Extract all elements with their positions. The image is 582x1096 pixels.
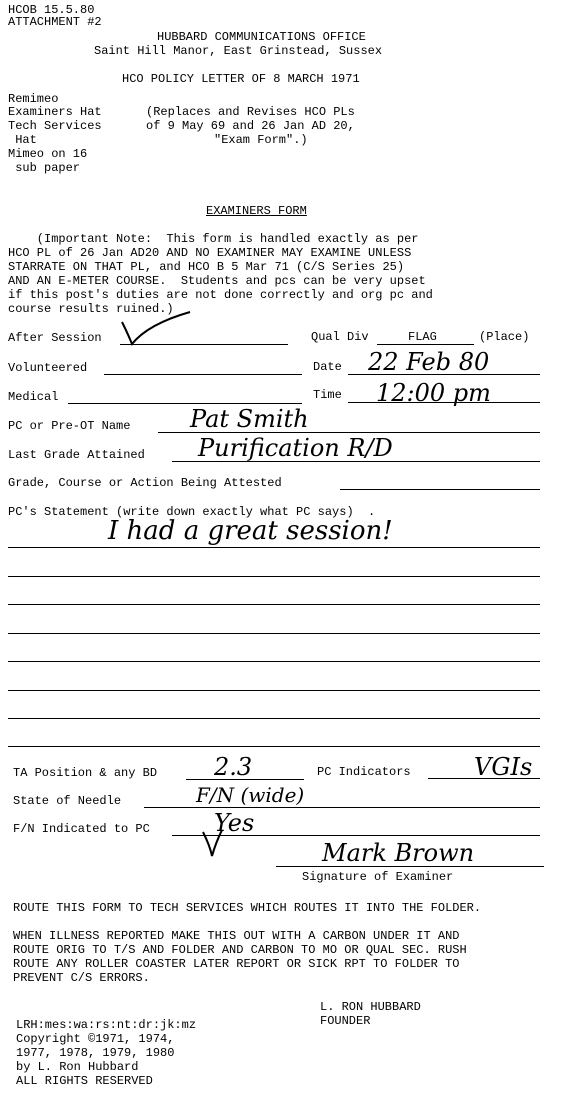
- distribution-item: Remimeo: [8, 92, 59, 106]
- checkmark-icon: [118, 304, 198, 348]
- ta-value: 2.3: [214, 753, 253, 781]
- illness-instruction: ROUTE ANY ROLLER COASTER LATER REPORT OR SICK RPT TO FOLDER TO: [13, 957, 460, 971]
- pc-indicators-value: VGIs: [474, 753, 533, 781]
- illness-instruction: WHEN ILLNESS REPORTED MAKE THIS OUT WITH A CARBON UNDER IT AND: [13, 929, 460, 943]
- footer-line: ALL RIGHTS RESERVED: [16, 1074, 153, 1088]
- after-session-line[interactable]: [120, 344, 288, 345]
- pc-statement-label: PC's Statement (write down exactly what PC says) .: [8, 505, 376, 519]
- after-session-label: After Session: [8, 331, 102, 345]
- pc-statement-line[interactable]: [8, 661, 540, 662]
- ta-position-label: TA Position & any BD: [13, 766, 158, 780]
- footer-line: 1977, 1978, 1979, 1980: [16, 1046, 175, 1060]
- fn-value: Yes: [214, 809, 255, 837]
- replaces-note: (Replaces and Revises HCO PLs: [146, 105, 355, 119]
- illness-instruction: ROUTE ORIG TO T/S AND FOLDER AND CARBON TO MO OR QUAL SEC. RUSH: [13, 943, 467, 957]
- last-grade-value: Purification R/D: [198, 434, 393, 462]
- pc-name-label: PC or Pre-OT Name: [8, 419, 131, 433]
- needle-value: F/N (wide): [196, 783, 305, 807]
- bulletin-ref: HCOB 15.5.80: [8, 3, 95, 17]
- routing-instruction: ROUTE THIS FORM TO TECH SERVICES WHICH ROUTES IT INTO THE FOLDER.: [13, 901, 482, 915]
- org-name: HUBBARD COMMUNICATIONS OFFICE: [157, 30, 366, 44]
- org-address: Saint Hill Manor, East Grinstead, Sussex: [94, 44, 383, 58]
- volunteered-label: Volunteered: [8, 361, 88, 375]
- pc-name-value: Pat Smith: [190, 405, 309, 433]
- pc-indicators-label: PC Indicators: [317, 765, 411, 779]
- qual-div-value: FLAG: [408, 330, 437, 344]
- replaces-note: of 9 May 69 and 26 Jan AD 20,: [146, 119, 355, 133]
- footer-line: LRH:mes:wa:rs:nt:dr:jk:mz: [16, 1018, 197, 1032]
- place-label: (Place): [479, 330, 530, 344]
- signature-label: Signature of Examiner: [302, 870, 454, 884]
- medical-line[interactable]: [68, 403, 302, 404]
- date-value: 22 Feb 80: [368, 348, 490, 376]
- checkmark-icon: [200, 828, 226, 860]
- signature-value: Mark Brown: [322, 839, 475, 867]
- attachment-label: ATTACHMENT #2: [8, 15, 102, 29]
- pc-statement-line[interactable]: [8, 547, 540, 548]
- replaces-note: "Exam Form".): [214, 133, 308, 147]
- time-label: Time: [313, 388, 342, 402]
- pc-statement-line[interactable]: [8, 633, 540, 634]
- pc-statement-line[interactable]: [8, 576, 540, 577]
- qual-div-label: Qual Div: [311, 330, 369, 344]
- pc-statement-value: I had a great session!: [108, 516, 393, 546]
- needle-label: State of Needle: [13, 794, 122, 808]
- policy-letter-title: HCO POLICY LETTER OF 8 MARCH 1971: [122, 72, 360, 86]
- pc-statement-line[interactable]: [8, 690, 540, 691]
- pc-statement-line[interactable]: [8, 718, 540, 719]
- author-name: L. RON HUBBARD: [320, 1000, 421, 1014]
- pc-statement-line[interactable]: [8, 746, 540, 747]
- distribution-item: Tech Services: [8, 119, 102, 133]
- illness-instruction: PREVENT C/S ERRORS.: [13, 971, 150, 985]
- signature-line[interactable]: [276, 866, 544, 867]
- grade-course-line[interactable]: [340, 489, 540, 490]
- important-note-line: STARRATE ON THAT PL, and HCO B 5 Mar 71 (C/S Series 25): [8, 260, 405, 274]
- distribution-item: Hat: [8, 133, 37, 147]
- medical-label: Medical: [8, 390, 59, 404]
- time-value: 12:00 pm: [376, 379, 491, 407]
- last-grade-label: Last Grade Attained: [8, 448, 145, 462]
- distribution-item: Mimeo on 16: [8, 147, 88, 161]
- important-note-line: if this post's duties are not done correctly and org pc and: [8, 288, 433, 302]
- distribution-item: sub paper: [8, 161, 81, 175]
- form-title: EXAMINERS FORM: [206, 204, 307, 218]
- volunteered-line[interactable]: [104, 374, 302, 375]
- distribution-item: Examiners Hat: [8, 105, 102, 119]
- fn-indicated-label: F/N Indicated to PC: [13, 822, 150, 836]
- date-label: Date: [313, 360, 342, 374]
- important-note-line: AND AN E-METER COURSE. Students and pcs can be very upset: [8, 274, 426, 288]
- important-note-line: HCO PL of 26 Jan AD20 AND NO EXAMINER MAY EXAMINE UNLESS: [8, 246, 412, 260]
- qual-div-line[interactable]: [377, 344, 474, 345]
- footer-line: by L. Ron Hubbard: [16, 1060, 139, 1074]
- important-note-line: course results ruined.): [8, 302, 174, 316]
- author-title: FOUNDER: [320, 1014, 371, 1028]
- grade-course-label: Grade, Course or Action Being Attested: [8, 476, 282, 490]
- pc-statement-line[interactable]: [8, 604, 540, 605]
- important-note-line: (Important Note: This form is handled exactly as per: [8, 232, 419, 246]
- footer-line: Copyright ©1971, 1974,: [16, 1032, 175, 1046]
